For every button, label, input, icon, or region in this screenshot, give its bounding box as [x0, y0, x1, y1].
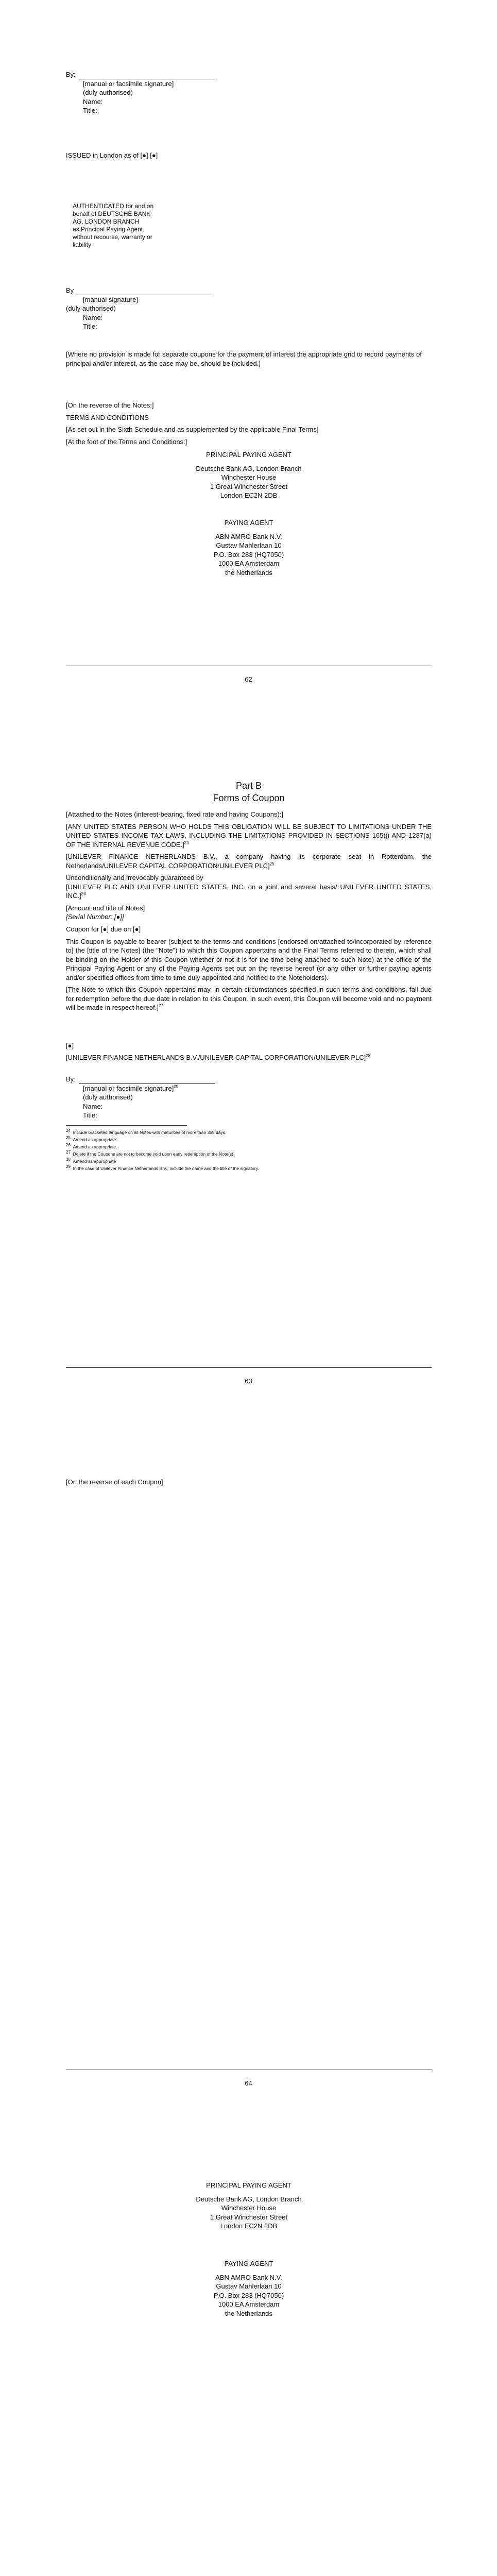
auth-line: liability	[73, 241, 92, 248]
signature-line	[79, 73, 215, 79]
agent-line: ABN AMRO Bank N.V.	[215, 2273, 282, 2281]
agent-line: Gustav Mahlerlaan 10	[216, 541, 282, 550]
agent-line: the Netherlands	[225, 568, 272, 577]
page-rule	[66, 1367, 432, 1368]
auth-line: as Principal Paying Agent	[73, 226, 143, 233]
page-number: 62	[245, 675, 252, 683]
payable-text: This Coupon is payable to bearer (subject to the terms and conditions [endorsed on/attached to/incorporated by reference to] the [title of the Notes] (the "Note") to which this Coupon appertains and the Final Terms referred to therein, which shall be binding on the Holder of this Coupon whether or not it is for the time being attached to such Note) at the office of the Principal Paying Agent or any of the Paying Agents set out on the reverse hereof (or any other or further paying agents and/or specified offices from time to time duly appointed and notified to the Noteholders).	[66, 937, 432, 981]
sig-line: Title:	[83, 323, 97, 331]
amount-title: [Amount and title of Notes]	[66, 904, 145, 912]
agent-line: 1 Great Winchester Street	[210, 2213, 288, 2221]
footnote: $^{25}$ Amend as appropriate.	[66, 1135, 117, 1142]
footnote-ref: 29	[174, 1084, 179, 1089]
agent-line: P.O. Box 283 (HQ7050)	[213, 2291, 284, 2299]
auth-line: AUTHENTICATED for and on	[73, 202, 154, 210]
footnote: $^{27}$ Delete if the Coupons are not to become void upon early redemption of the Note(s).	[66, 1149, 235, 1157]
bullet-placeholder: [●]	[66, 1041, 74, 1049]
attached-text: [Attached to the Notes (interest-bearing, fixed rate and having Coupons):]	[66, 810, 284, 818]
agent-heading: PAYING AGENT	[224, 519, 273, 527]
footnote: $^{24}$ Include bracketed language on all Notes with maturities of more than 365 days.	[66, 1128, 227, 1135]
part-label: Part B	[235, 781, 262, 791]
coupon-signature-block	[66, 1075, 432, 1120]
guarantors: [UNILEVER PLC AND UNILEVER UNITED STATES, INC. on a joint and several basis/ UNILEVER UNITED STATES, INC.]$^{26}$	[66, 883, 432, 900]
footnote: $^{28}$ Amend as appropriate	[66, 1157, 116, 1164]
agent-line: 1000 EA Amsterdam	[218, 560, 280, 568]
agent-heading: PRINCIPAL PAYING AGENT	[206, 2181, 292, 2189]
auth-line: without recourse, warranty or	[73, 233, 152, 241]
agent-line: 1 Great Winchester Street	[210, 482, 288, 490]
auth-line: behalf of DEUTSCHE BANK	[73, 210, 151, 217]
agent-heading: PAYING AGENT	[224, 2260, 273, 2267]
agent-line: ABN AMRO Bank N.V.	[215, 532, 282, 540]
part-title: Forms of Coupon	[213, 793, 285, 804]
part-heading	[66, 779, 432, 805]
signature-block-2	[66, 286, 272, 331]
sig-line: Name:	[83, 97, 103, 106]
footnote-ref: 26	[81, 892, 86, 897]
sig-line: (duly authorised)	[83, 89, 133, 97]
sig-line: Title:	[83, 107, 97, 115]
foot-terms: [At the foot of the Terms and Conditions:]	[66, 437, 187, 446]
reverse-notes: [On the reverse of the Notes:]	[66, 401, 154, 410]
terms-heading: TERMS AND CONDITIONS	[66, 413, 149, 421]
agent-heading: PRINCIPAL PAYING AGENT	[206, 451, 292, 459]
agent-line: 1000 EA Amsterdam	[218, 2300, 280, 2309]
redemption-text: [The Note to which this Coupon appertains may, in certain circumstances specified in such terms and conditions, fall due for redemption before the due date in relation to this Coupon. In such event, this Coupon will become void and no payment will be made in respect hereof.]$^{27}$	[66, 986, 432, 1012]
sig-line: Name:	[83, 1102, 103, 1110]
issuer-name: [UNILEVER FINANCE NETHERLANDS B.V./UNILEVER CAPITAL CORPORATION/UNILEVER PLC]$^{28}$	[66, 1054, 371, 1062]
issued-line: ISSUED in London as of [●] [●]	[66, 151, 158, 159]
coupon-for: Coupon for [●] due on [●]	[66, 925, 141, 934]
us-person-legend: [ANY UNITED STATES PERSON WHO HOLDS THIS OBLIGATION WILL BE SUBJECT TO LIMITATIONS UNDER THE UNITED STATES INCOME TAX LAWS, INCLUDING THE LIMITATIONS PROVIDED IN SECTIONS 165(j) AND 1287(a) OF THE INTERNAL REVENUE CODE.]$^{24}$	[66, 822, 432, 849]
footnote-ref: 25	[269, 861, 275, 867]
by-label: By:	[66, 71, 76, 78]
sig-line: [manual or facsimile signature]	[83, 79, 174, 88]
paying-agent	[66, 2259, 432, 2318]
agent-line: London EC2N 2DB	[220, 2222, 278, 2230]
sig-line: (duly authorised)	[83, 1093, 133, 1101]
footnote-ref: 28	[366, 1054, 371, 1059]
page-number: 63	[245, 1377, 252, 1385]
principal-paying-agent	[66, 450, 432, 500]
provision-text: [Where no provision is made for separate coupons for the payment of interest the appropriate grid to record payments of principal and/or interest, as the case may be, should be included.]	[66, 350, 422, 367]
footnote-separator	[66, 1125, 187, 1126]
issuer-description: [UNILEVER FINANCE NETHERLANDS B.V., a company having its corporate seat in Rotterdam, the Netherlands/UNILEVER CAPITAL CORPORATION/UNILEVER PLC]$^{25}$	[66, 853, 432, 870]
agent-line: Winchester House	[221, 473, 277, 482]
footnote: $^{29}$ In the case of Unilever Finance Netherlands B.V., include the name and the title of the signatory.	[66, 1164, 259, 1171]
sig-line: [manual or facsimile signature]	[83, 1084, 174, 1092]
agent-line: Winchester House	[221, 2204, 277, 2212]
paying-agent	[66, 518, 432, 577]
footnote-ref: 27	[158, 1004, 163, 1009]
sig-line: [manual signature]	[83, 295, 138, 303]
body-text	[66, 350, 432, 577]
footnotes	[66, 1129, 432, 1172]
agent-line: Gustav Mahlerlaan 10	[216, 2282, 282, 2291]
auth-line: AG, LONDON BRANCH	[73, 218, 140, 225]
footnote: $^{26}$ Amend as appropriate.	[66, 1142, 117, 1149]
authentication-block	[73, 202, 153, 249]
serial-number: [Serial Number: [●]]	[66, 913, 124, 921]
footnote-ref: 24	[184, 840, 189, 845]
agent-line: P.O. Box 283 (HQ7050)	[213, 550, 284, 558]
signature-line	[77, 289, 213, 295]
page-number: 64	[245, 2079, 252, 2087]
sig-line: (duly authorised)	[66, 304, 116, 313]
signature-block-1	[66, 70, 272, 115]
sig-line: Name:	[83, 313, 103, 321]
agent-line: London EC2N 2DB	[220, 492, 278, 500]
agent-line: Deutsche Bank AG, London Branch	[196, 2195, 302, 2203]
signature-line	[79, 1078, 215, 1084]
sig-line: Title:	[83, 1111, 97, 1120]
agent-line: Deutsche Bank AG, London Branch	[196, 464, 302, 472]
principal-paying-agent	[66, 2181, 432, 2231]
by-label: By	[66, 286, 74, 294]
by-label: By:	[66, 1075, 76, 1083]
agent-line: the Netherlands	[225, 2309, 272, 2317]
guaranteed-intro: Unconditionally and irrevocably guaranteed by	[66, 874, 203, 882]
coupon-body	[66, 810, 432, 1172]
reverse-coupon: [On the reverse of each Coupon]	[66, 1478, 163, 1486]
sixth-schedule: [As set out in the Sixth Schedule and as supplemented by the applicable Final Terms]	[66, 426, 319, 434]
